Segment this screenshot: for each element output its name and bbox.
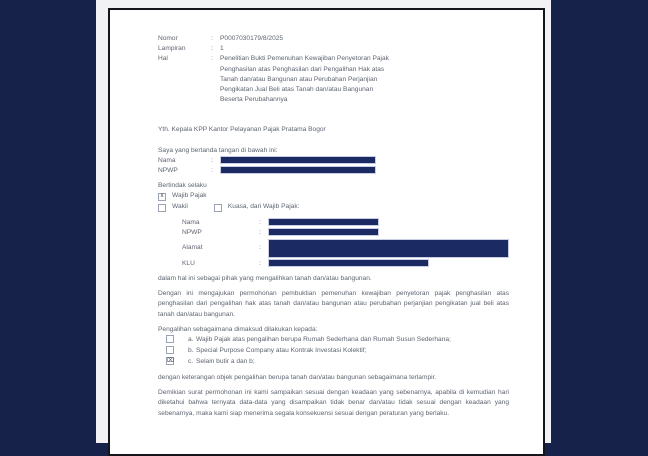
taxpayer-label-nama: Nama [182, 218, 200, 226]
checkbox-wajib-pajak[interactable] [158, 193, 166, 201]
taxpayer-label-alamat: Alamat [182, 244, 203, 252]
meta-value-hal [220, 54, 509, 105]
redaction-bar [220, 156, 376, 164]
hal-line-5: Beserta Perubahannya [220, 96, 288, 104]
taxpayer-colon-alamat: : [259, 244, 261, 252]
transfer-letter-b: b. [188, 347, 194, 355]
meta-row-lampiran [158, 44, 509, 54]
meta-colon-hal: : [211, 55, 213, 63]
document-page [108, 8, 545, 456]
redaction-bar [220, 166, 376, 174]
transfer-letter-a: a. [188, 336, 194, 344]
checkbox-option-b[interactable] [166, 346, 174, 354]
redaction-bar [268, 259, 429, 267]
checkbox-mark: ⌧ [167, 357, 174, 364]
role-statement: dalam hal ini sebagai pihak yang mengalihkan tanah dan/atau bangunan. [158, 275, 372, 283]
taxpayer-value-nama [268, 218, 509, 228]
transfer-option-b[interactable] [158, 346, 509, 357]
redaction-bar [268, 228, 379, 236]
capacity-label-kuasa: Kuasa, dari Wajib Pajak: [227, 203, 300, 211]
taxpayer-field-klu [158, 259, 509, 269]
hal-line-4: Pengikatan Jual Beli atas Tanah dan/atau Bangunan [220, 86, 374, 94]
capacity-option-wajib-pajak[interactable] [158, 191, 509, 202]
meta-colon-nomor: : [211, 35, 213, 42]
capacity-label-wajib-pajak: Wajib Pajak [172, 192, 207, 200]
checkbox-option-c[interactable] [166, 357, 174, 365]
meta-label-nomor: Nomor [158, 35, 178, 42]
transfer-option-a[interactable] [158, 335, 509, 346]
transfer-option-c[interactable] [158, 357, 509, 368]
taxpayer-label-npwp: NPWP [182, 228, 202, 236]
transfer-intro: Pengalihan sebagaimana dimaksud dilakukan kepada: [158, 325, 318, 333]
taxpayer-colon-npwp: : [259, 228, 261, 236]
declaration-intro: Saya yang bertanda tangan di bawah ini: [158, 146, 278, 154]
taxpayer-field-nama [158, 218, 509, 228]
transfer-letter-c: c. [188, 358, 194, 366]
taxpayer-field-npwp [158, 228, 509, 238]
hal-line-3: Tanah dan/atau Bangunan atau Perubahan Perjanjian [220, 75, 378, 83]
addressee-line: Yth. Kepala KPP Kantor Pelayanan Pajak Pratama Bogor [158, 126, 326, 134]
capacity-label-wakil: Wakil [172, 203, 188, 211]
transfer-label-b: Special Purpose Company atau Kontrak Investasi Kolektif; [196, 347, 367, 355]
signer-value-npwp [220, 166, 509, 176]
taxpayer-field-alamat [158, 238, 509, 259]
closing-paragraph: Demikian surat permohonan ini kami sampaikan sesuai dengan keadaan yang sebenarnya, apabila di kemudian hari diketahui bahwa ternyata data-data yang disampaikan tidak benar dan/atau tidak sesuai dengan keadaan yang sebenarnya, maka kami siap menerima segala konsekuensi sesuai dengan peraturan yang berlaku. [158, 389, 509, 417]
transfer-label-c: Selain butir a dan b; [196, 358, 255, 366]
object-statement: dengan keterangan objek pengalihan berupa tanah dan/atau bangunan sebagaimana terlampir. [158, 374, 437, 382]
meta-label-hal: Hal [158, 55, 168, 63]
transfer-label-a: Wajib Pajak atas pengalihan berupa Rumah Sederhana dan Rumah Susun Sederhana; [196, 336, 451, 344]
checkbox-option-a[interactable] [166, 335, 174, 343]
meta-value-nomor: P0007030179/8/2025 [220, 35, 284, 42]
signer-label-nama: Nama [158, 156, 176, 164]
checkbox-kuasa[interactable] [214, 204, 222, 212]
capacity-option-row-2 [158, 202, 509, 213]
signer-value-nama [220, 156, 509, 166]
meta-row-nomor [158, 34, 509, 44]
signer-colon-npwp: : [211, 166, 213, 174]
hal-line-1: Penelitian Bukti Pemenuhan Kewajiban Penyetoran Pajak [220, 55, 389, 63]
signer-colon-nama: : [211, 156, 213, 164]
checkbox-mark: x [160, 193, 164, 200]
taxpayer-value-klu [268, 259, 509, 269]
document-header [158, 34, 509, 105]
taxpayer-value-npwp [268, 228, 509, 238]
meta-label-lampiran: Lampiran [158, 45, 186, 53]
signer-field-npwp [158, 166, 509, 176]
taxpayer-value-alamat [268, 239, 509, 258]
hal-line-2: Penghasilan atas Penghasilan dari Pengalihan Hak atas [220, 65, 385, 73]
redaction-bar [268, 239, 509, 258]
meta-row-hal [158, 54, 509, 105]
checkbox-wakil[interactable] [158, 204, 166, 212]
taxpayer-label-klu: KLU [182, 259, 195, 267]
taxpayer-colon-nama: : [259, 218, 261, 226]
meta-colon-lampiran: : [211, 45, 213, 53]
taxpayer-colon-klu: : [259, 259, 261, 267]
redaction-bar [268, 218, 379, 226]
meta-value-lampiran: 1 [220, 45, 224, 53]
signer-field-nama [158, 156, 509, 166]
document-body [110, 10, 543, 454]
request-paragraph: Dengan ini mengajukan permohonan pembuktian pemenuhan kewajiban penyetoran pajak penghasilan atas penghasilan dari pengalihan hak atas tanah dan/atau bangunan atau perubahan perjanjian pengikatan jual beli atas tanah dan/atau bangunan. [158, 290, 509, 318]
capacity-heading: Bertindak selaku [158, 181, 207, 189]
signer-label-npwp: NPWP [158, 166, 178, 174]
